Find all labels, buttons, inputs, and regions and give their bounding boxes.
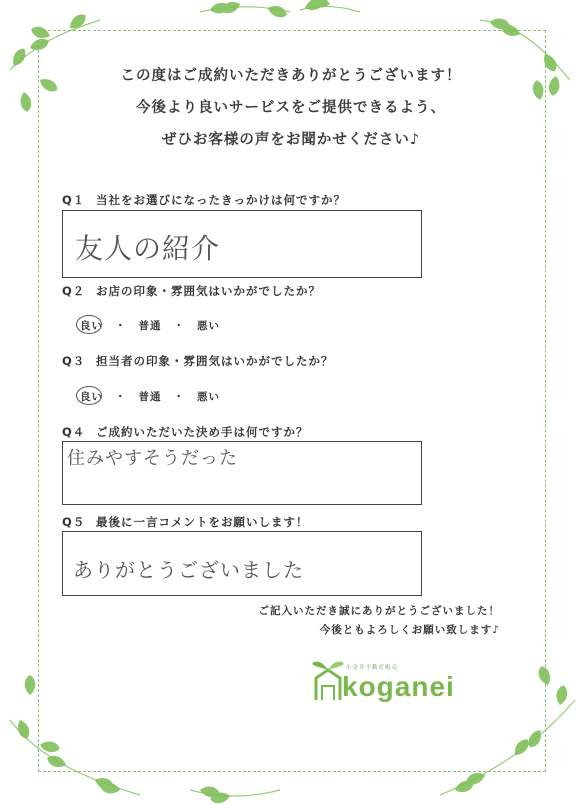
- closing-line-1: ご記入いただき誠にありがとうございました！: [258, 605, 500, 617]
- question-2-number: Q２: [62, 284, 86, 298]
- answer-1-box: [62, 210, 422, 278]
- header-line-3: ぜひお客様の声をお聞かせください♪: [161, 132, 421, 148]
- answer-5-box: [62, 531, 422, 596]
- question-1-number: Q１: [62, 193, 86, 207]
- question-3-option-normal: 普通: [138, 391, 162, 403]
- logo-tagline: 小金井不動産販売: [346, 665, 399, 671]
- logo-wordmark: koganei: [342, 671, 455, 702]
- answer-5-handwriting: ありがとうございました: [73, 558, 304, 582]
- question-2: [62, 283, 321, 299]
- answer-1-handwriting: 友人の紹介: [75, 232, 221, 265]
- question-1: [62, 192, 346, 208]
- question-5-text: 最後に一言コメントをお願いします！: [96, 515, 309, 529]
- question-1-text: 当社をお選びになったきっかけは何ですか？: [96, 193, 346, 207]
- answer-4-handwriting: 住みやすそうだった: [67, 448, 238, 469]
- separator: ・: [115, 391, 127, 403]
- question-3-text: 担当者の印象・雰囲気はいかがでしたか？: [96, 354, 334, 368]
- question-3-number: Q３: [62, 354, 86, 368]
- question-5-number: Q５: [62, 515, 86, 529]
- separator: ・: [115, 320, 127, 332]
- question-3-option-bad: 悪い: [197, 391, 220, 403]
- selection-circle: [76, 386, 102, 405]
- closing-line-2: 今後ともよろしくお願い致します♪: [319, 624, 500, 636]
- question-4: [62, 424, 309, 440]
- separator: ・: [173, 320, 185, 332]
- question-4-text: ご成約いただいた決め手は何ですか？: [96, 425, 309, 439]
- answer-4-box: [62, 441, 422, 505]
- question-2-options: [80, 318, 220, 333]
- question-3-option-good: 良い: [80, 389, 103, 404]
- separator: ・: [173, 391, 185, 403]
- selection-circle: [76, 315, 102, 334]
- question-4-number: Q４: [62, 425, 86, 439]
- question-2-option-bad: 悪い: [197, 320, 220, 332]
- question-3: [62, 353, 334, 369]
- question-3-options: [80, 389, 220, 404]
- question-5: [62, 514, 309, 530]
- header-line-1: この度はご成約いただきありがとうございます！: [120, 68, 462, 84]
- question-2-option-good: 良い: [80, 318, 103, 333]
- question-2-text: お店の印象・雰囲気はいかがでしたか？: [96, 284, 321, 298]
- header-line-2: 今後より良いサービスをご提供できるよう、: [136, 100, 446, 116]
- question-2-option-normal: 普通: [138, 320, 162, 332]
